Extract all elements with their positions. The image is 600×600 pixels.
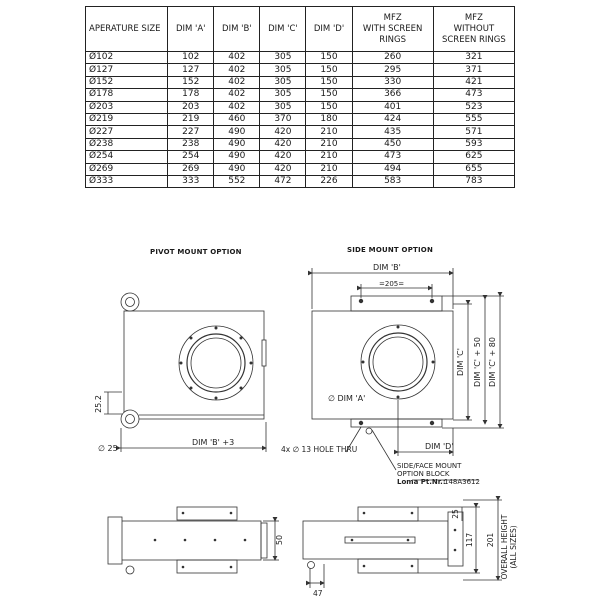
table-cell: 330 <box>352 76 433 88</box>
side-flange-bolts <box>362 326 435 399</box>
table-body <box>86 52 515 188</box>
header-dim-d: DIM 'D' <box>306 7 352 52</box>
table-cell: 571 <box>433 126 514 138</box>
table-cell: 254 <box>168 151 214 163</box>
table-cell: 402 <box>214 64 260 76</box>
aperture-dimensions-table <box>85 6 515 188</box>
table-cell: 450 <box>352 138 433 150</box>
table-cell: 210 <box>306 151 352 163</box>
table-cell: 210 <box>306 138 352 150</box>
table-cell: 269 <box>168 163 214 175</box>
side-side-mount-block <box>448 512 463 566</box>
pivot-top-roller <box>121 293 139 311</box>
table-cell: 402 <box>214 101 260 113</box>
table-cell: 420 <box>260 163 306 175</box>
header-dim-a: DIM 'A' <box>168 7 214 52</box>
pivot-aperture-ring <box>187 334 245 392</box>
table-row <box>86 138 515 150</box>
side-aperture-flange <box>361 325 435 399</box>
table-cell: 473 <box>433 89 514 101</box>
side-block-leader <box>372 430 396 470</box>
pivot-side-dim-50: 50 <box>275 534 284 546</box>
side-side-dim-117: 117 <box>465 532 474 548</box>
table-row <box>86 101 515 113</box>
table-cell: 150 <box>306 89 352 101</box>
table-cell: 238 <box>168 138 214 150</box>
pivot-housing <box>124 311 264 419</box>
table-header-row <box>86 7 515 52</box>
table-row <box>86 113 515 125</box>
table-cell: 402 <box>214 76 260 88</box>
table-cell: 366 <box>352 89 433 101</box>
table-cell: 260 <box>352 52 433 64</box>
aperture-size-cell: Ø127 <box>86 64 168 76</box>
table-cell: 305 <box>260 101 306 113</box>
table-cell: 226 <box>306 175 352 187</box>
table-row <box>86 52 515 64</box>
table-cell: 460 <box>214 113 260 125</box>
table-cell: 210 <box>306 126 352 138</box>
table-cell: 490 <box>214 126 260 138</box>
table-cell: 150 <box>306 64 352 76</box>
header-dim-b: DIM 'B' <box>214 7 260 52</box>
table-cell: 152 <box>168 76 214 88</box>
side-bottom-hole-right <box>430 421 434 425</box>
side-dim-c: DIM 'C' <box>456 348 465 376</box>
pivot-bottom-roller <box>121 410 139 428</box>
pivot-side-end-plate <box>108 517 122 564</box>
pivot-dim-hole: ∅ 25 <box>98 444 118 453</box>
table-cell: 305 <box>260 52 306 64</box>
pivot-flange-bolts <box>180 327 253 400</box>
overall-height-note: (ALL SIZES) <box>509 525 518 569</box>
side-dim-205: =205= <box>379 280 405 288</box>
overall-height-label: OVERALL HEIGHT <box>500 514 509 580</box>
pivot-side-body <box>120 521 261 560</box>
table-cell: 321 <box>433 52 514 64</box>
table-cell: 401 <box>352 101 433 113</box>
table-cell: 583 <box>352 175 433 187</box>
side-holes-note: 4x ∅ 13 HOLE THRU <box>281 445 358 454</box>
table-cell: 305 <box>260 64 306 76</box>
table-cell: 552 <box>214 175 260 187</box>
aperture-size-cell: Ø269 <box>86 163 168 175</box>
table-cell: 178 <box>168 89 214 101</box>
table-cell: 102 <box>168 52 214 64</box>
table-cell: 370 <box>260 113 306 125</box>
table-cell: 219 <box>168 113 214 125</box>
header-mfz-without-rings: MFZ WITHOUT SCREEN RINGS <box>433 7 514 52</box>
aperture-size-cell: Ø227 <box>86 126 168 138</box>
part-number-label: Loma Pt.Nr.: <box>397 478 446 486</box>
side-side-dim-25: 25 <box>451 509 460 519</box>
table-cell: 402 <box>214 89 260 101</box>
side-top-block <box>351 296 442 311</box>
side-top-hole-left <box>359 299 363 303</box>
table-row <box>86 89 515 101</box>
table-cell: 523 <box>433 101 514 113</box>
table-cell: 593 <box>433 138 514 150</box>
aperture-size-cell: Ø203 <box>86 101 168 113</box>
aperture-size-cell: Ø152 <box>86 76 168 88</box>
table-cell: 420 <box>260 126 306 138</box>
pivot-mount-view <box>104 293 266 452</box>
aperture-size-cell: Ø178 <box>86 89 168 101</box>
table-cell: 295 <box>352 64 433 76</box>
table-row <box>86 151 515 163</box>
side-block-line1: SIDE/FACE MOUNT <box>397 462 462 470</box>
table-cell: 203 <box>168 101 214 113</box>
table-cell: 305 <box>260 89 306 101</box>
table-cell: 371 <box>433 64 514 76</box>
pivot-side-top-flange <box>177 507 237 520</box>
side-side-dim-47: 47 <box>313 589 323 598</box>
table-cell: 655 <box>433 163 514 175</box>
side-side-bottom-flange <box>358 559 418 573</box>
table-row <box>86 64 515 76</box>
table-cell: 424 <box>352 113 433 125</box>
table-cell: 420 <box>260 138 306 150</box>
pivot-side-tab <box>262 340 266 366</box>
side-mount-title: SIDE MOUNT OPTION <box>347 246 434 254</box>
aperture-size-cell: Ø219 <box>86 113 168 125</box>
table-row <box>86 126 515 138</box>
side-block-marker <box>366 428 372 434</box>
table-cell: 150 <box>306 52 352 64</box>
side-block-line2: OPTION BLOCK <box>397 470 450 478</box>
table-cell: 150 <box>306 76 352 88</box>
side-side-dim-201: 201 <box>486 532 495 548</box>
side-bottom-block <box>351 419 442 427</box>
table-cell: 555 <box>433 113 514 125</box>
pivot-dim-25-2: 25.2 <box>94 395 103 413</box>
table-cell: 150 <box>306 101 352 113</box>
header-mfz-with-rings: MFZ WITH SCREEN RINGS <box>352 7 433 52</box>
pivot-mount-title: PIVOT MOUNT OPTION <box>150 248 242 256</box>
aperture-size-cell: Ø102 <box>86 52 168 64</box>
technical-drawing <box>0 240 600 600</box>
table-cell: 473 <box>352 151 433 163</box>
aperture-size-cell: Ø254 <box>86 151 168 163</box>
table-cell: 490 <box>214 151 260 163</box>
table-row <box>86 175 515 187</box>
pivot-aperture-opening <box>191 338 241 388</box>
side-aperture-opening <box>373 337 423 387</box>
pivot-side-view <box>108 507 279 574</box>
side-top-hole-right <box>430 299 434 303</box>
table-cell: 435 <box>352 126 433 138</box>
pivot-side-roller <box>126 566 134 574</box>
side-side-roller <box>308 562 315 569</box>
pivot-side-bottom-flange <box>177 560 237 573</box>
side-bottom-hole-left <box>359 421 363 425</box>
side-dim-d: DIM 'D' <box>425 442 454 451</box>
table-cell: 305 <box>260 76 306 88</box>
table-cell: 783 <box>433 175 514 187</box>
table-cell: 333 <box>168 175 214 187</box>
table-cell: 494 <box>352 163 433 175</box>
side-aperture-ring <box>369 333 427 391</box>
table-cell: 127 <box>168 64 214 76</box>
table-cell: 625 <box>433 151 514 163</box>
aperture-size-cell: Ø333 <box>86 175 168 187</box>
pivot-dim-width: DIM 'B' +3 <box>192 438 235 447</box>
pivot-side-end-cap <box>261 523 267 558</box>
table-row <box>86 163 515 175</box>
table-cell: 180 <box>306 113 352 125</box>
aperture-size-cell: Ø238 <box>86 138 168 150</box>
side-dim-c-plus-80: DIM 'C' + 80 <box>488 337 497 387</box>
side-dim-b: DIM 'B' <box>373 263 401 272</box>
table-cell: 227 <box>168 126 214 138</box>
table-cell: 490 <box>214 163 260 175</box>
part-number-value: 148A3612 <box>444 478 480 486</box>
table-cell: 420 <box>260 151 306 163</box>
table-cell: 210 <box>306 163 352 175</box>
side-dim-c-plus-50: DIM 'C' + 50 <box>473 337 482 387</box>
side-side-top-flange <box>358 507 418 521</box>
table-cell: 421 <box>433 76 514 88</box>
table-row <box>86 76 515 88</box>
side-side-slot <box>345 537 415 543</box>
table-cell: 490 <box>214 138 260 150</box>
header-dim-c: DIM 'C' <box>260 7 306 52</box>
side-dim-a: ∅ DIM 'A' <box>328 394 366 403</box>
table-cell: 472 <box>260 175 306 187</box>
table-cell: 402 <box>214 52 260 64</box>
header-aperture-size: APERATURE SIZE <box>86 7 168 52</box>
side-side-body <box>303 521 448 559</box>
